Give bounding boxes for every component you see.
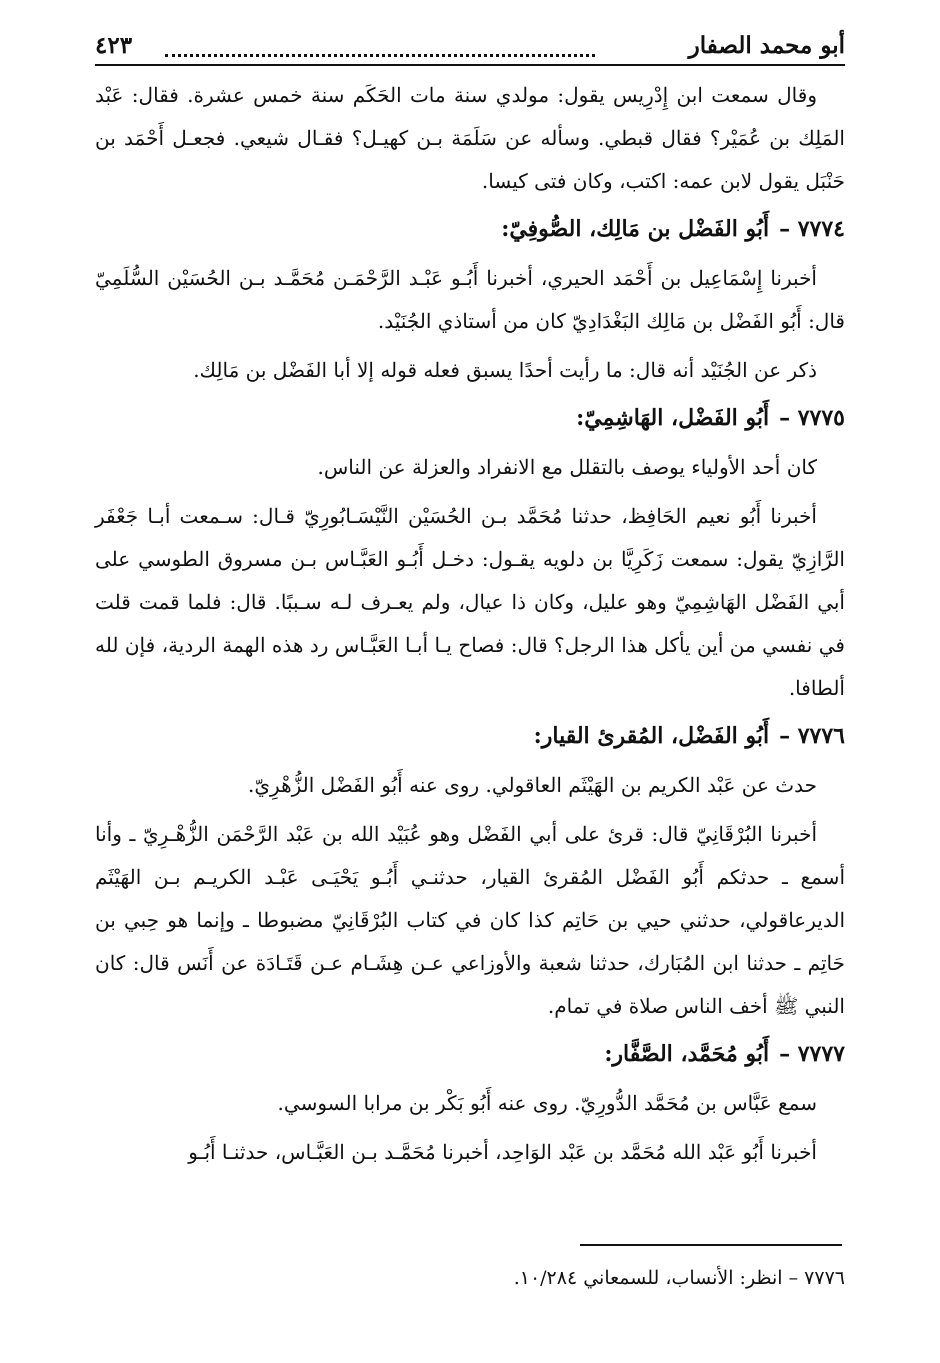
entry-number: ٧٧٧٥ –	[779, 405, 845, 431]
body-paragraph: ذكر عن الجُنَيْد أنه قال: ما رأيت أحدًا يسبق فعله قوله إلا أبا الفَضْل بن مَالِك.	[193, 358, 817, 382]
body-paragraph: أخبرنا أَبُو عَبْد الله مُحَمَّد بن عَبْد الوَاحِد، أخبرنا مُحَمَّـد بـن العَبَّـاس، حدثنـا أَبُـو	[188, 1140, 817, 1164]
entry-title	[95, 1032, 845, 1076]
entry-number: ٧٧٧٧ –	[779, 1041, 845, 1067]
entry-title	[95, 396, 845, 440]
body-paragraph: وقال سمعت ابن إِدْرِيس يقول: مولدي سنة مات الحَكَم سنة خمس عشرة. فقال: عَبْد المَلِك بن عُمَيْر؟ فقال قبطي. وسأله عن سَلَمَة بـن كهيـل؟ فقـال شيعي. فجعـل أَحْمَد بن حَنْبَل يقول لابن عمه: اكتب، وكان فتى كيسا.	[95, 83, 845, 193]
entry-number: ٧٧٧٦ –	[779, 723, 845, 749]
footnote: ٧٧٧٦ – انظر: الأنساب، للسمعاني ١٠/٢٨٤.	[513, 1267, 845, 1289]
entry-name: أَبُو الفَضْل، الهَاشِمِيّ:	[576, 405, 770, 431]
entry-number: ٧٧٧٤ –	[779, 216, 845, 242]
page-number: ٤٢٣	[95, 32, 133, 59]
entry-name: أَبُو الفَضْل، المُقرئ القيار:	[533, 723, 770, 749]
body-paragraph: حدث عن عَبْد الكريم بن الهَيْثَم العاقولي. روى عنه أَبُو الفَضْل الزُّهْرِيّ.	[248, 773, 817, 797]
body-paragraph: أخبرنا إِسْمَاعِيل بن أَحْمَد الحيري، أخبرنا أَبُـو عَبْـد الرَّحْمَـن مُحَمَّـد بـن الحُسَيْن السُّلَمِيّ قال: أَبُو الفَضْل بن مَالِك البَغْدَادِيّ كان من أستاذي الجُنَيْد.	[95, 266, 845, 333]
entry-title	[95, 714, 845, 758]
entry-title	[95, 207, 845, 251]
body-paragraph: أخبرنا أَبُو نعيم الحَافِظ، حدثنا مُحَمَّد بـن الحُسَيْن النَّيْسَـابُورِيّ قـال: سـمعت أبـا جَعْفَر الرَّازِيّ يقول: سمعت زَكَرِيَّا بن دلويه يقـول: دخـل أَبُـو العَبَّـاس بـن مسروق الطوسي على أبي الفَضْل الهَاشِمِيّ وهو عليل، وكان ذا عيال، ولم يعـرف لـه سـببًا. قال: فلما قمت قلت في نفسي من أين يأكل هذا الرجل؟ قال: فصاح يـا أبـا العَبَّـاس رد هذه الهمة الردية، فإن لله ألطافا.	[95, 504, 845, 700]
body-paragraph: كان أحد الأولياء يوصف بالتقلل مع الانفراد والعزلة عن الناس.	[317, 455, 817, 479]
entry-name: أَبُو مُحَمَّد، الصَّفَّار:	[604, 1041, 770, 1067]
body-paragraph: أخبرنا البُرْقَانِيّ قال: قرئ على أبي الفَضْل وهو عُبَيْد الله بن عَبْد الرَّحْمَن الزُّهْـرِيّ ـ وأنا أسمع ـ حدثكم أَبُو الفَضْل المُقرئ القيار، حدثنـي أَبُـو يَحْيَـى عَبْـد الكريـم بـن الهَيْثَم الديرعاقولي، حدثني حيي بن حَاتِم كذا كان في كتاب البُرْقَانِيّ مضبوطا ـ وإنما هو حِبي بن حَاتِم ـ حدثنا ابن المُبَارك، حدثنا شعبة والأوزاعي عـن هِشَـام عـن قَتَـادَة عن أَنَس قال: كان النبي ﷺ أخف الناس صلاة في تمام.	[95, 822, 846, 1018]
footnote-separator	[580, 1244, 842, 1246]
running-title: أبو محمد الصفار	[688, 32, 845, 59]
body-paragraph: سمع عَبَّاس بن مُحَمَّد الدُّورِيّ. روى عنه أَبُو بَكْر بن مرابا السوسي.	[277, 1091, 817, 1115]
page-body	[95, 74, 845, 1174]
header-dotted-leader	[165, 30, 595, 57]
page-header	[95, 30, 845, 66]
entry-name: أَبُو الفَضْل بن مَالِك، الصُّوفِيّ:	[501, 216, 770, 242]
